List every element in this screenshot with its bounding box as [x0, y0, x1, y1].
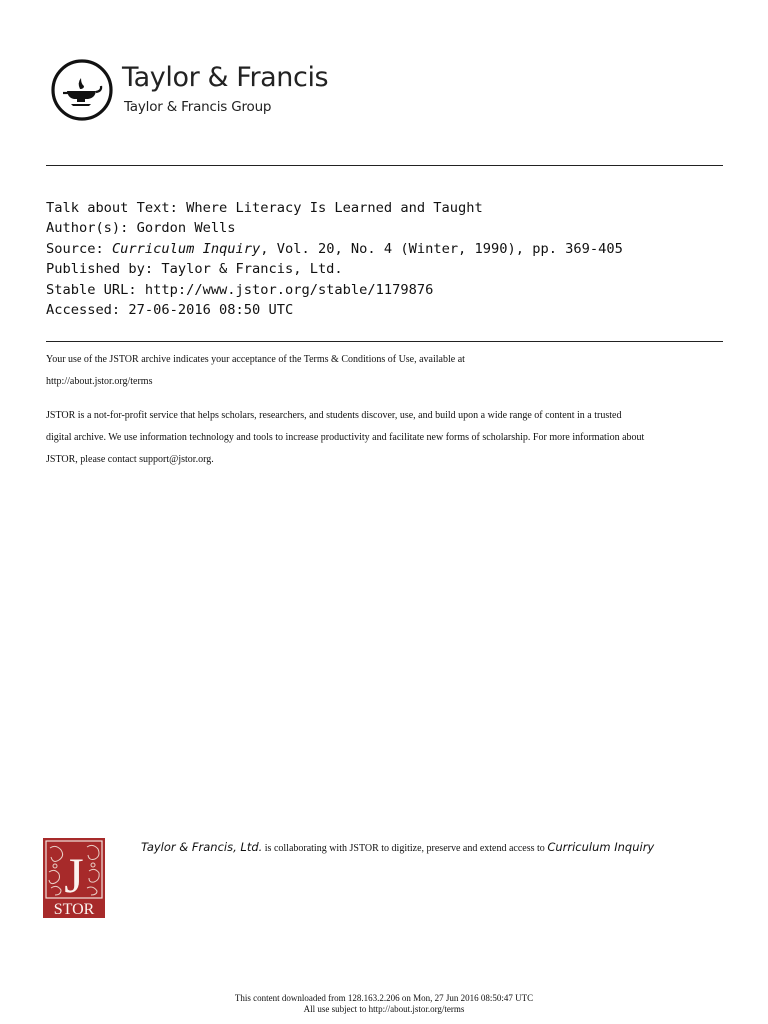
- author-name: Gordon Wells: [136, 220, 236, 237]
- footer-terms-line: All use subject to http://about.jstor.org/terms: [303, 1004, 465, 1014]
- collab-partner: Taylor & Francis, Ltd.: [141, 840, 263, 854]
- terms-notice: Your use of the JSTOR archive indicates your acceptance of the Terms & Conditions of Use, available at: [46, 354, 465, 365]
- jstor-about-line: JSTOR is a not-for-profit service that helps scholars, researchers, and students discover, use, and build upon a wide range of content in a trusted: [46, 410, 622, 421]
- collaboration-note: Taylor & Francis, Ltd. is collaborating with JSTOR to digitize, preserve and extend access to Curriculum Inquiry: [141, 840, 655, 854]
- terms-link[interactable]: http://about.jstor.org/terms: [46, 376, 153, 387]
- source-line: Source: Curriculum Inquiry, Vol. 20, No. 4 (Winter, 1990), pp. 369-405: [46, 240, 623, 257]
- stable-url-link[interactable]: http://www.jstor.org/stable/1179876: [144, 281, 434, 298]
- download-footer: [0, 993, 768, 1015]
- lamp-logo-icon: [50, 58, 114, 122]
- publisher-line: Published by: Taylor & Francis, Ltd.: [46, 261, 343, 278]
- accessed-line: Accessed: 27-06-2016 08:50 UTC: [46, 302, 294, 319]
- publisher-name: Taylor & Francis: [122, 62, 329, 93]
- citation-block: [46, 198, 726, 320]
- jstor-about-line: JSTOR, please contact support@jstor.org.: [46, 454, 214, 465]
- footer-download-line: This content downloaded from 128.163.2.206 on Mon, 27 Jun 2016 08:50:47 UTC: [234, 993, 534, 1003]
- divider-middle: [46, 341, 723, 342]
- jstor-about-line: digital archive. We use information technology and tools to increase productivity and facilitate new forms of scholarship. For more information about: [46, 432, 645, 443]
- jstor-logo-letter: J: [64, 847, 84, 903]
- jstor-logo: [43, 838, 105, 918]
- source-journal: Curriculum Inquiry: [111, 240, 261, 257]
- authors-line: Author(s): Gordon Wells: [46, 220, 236, 237]
- publisher-logo: [50, 58, 350, 122]
- collab-journal: Curriculum Inquiry: [547, 840, 655, 854]
- divider-top: [46, 165, 723, 166]
- jstor-logo-wordmark: STOR: [53, 901, 95, 918]
- source-details: , Vol. 20, No. 4 (Winter, 1990), pp. 369-405: [260, 240, 623, 257]
- publisher-group: Taylor & Francis Group: [124, 99, 272, 115]
- terms-block: [46, 349, 726, 471]
- stable-url-line: Stable URL: http://www.jstor.org/stable/1179876: [46, 281, 434, 298]
- article-title: Talk about Text: Where Literacy Is Learned and Taught: [46, 200, 483, 216]
